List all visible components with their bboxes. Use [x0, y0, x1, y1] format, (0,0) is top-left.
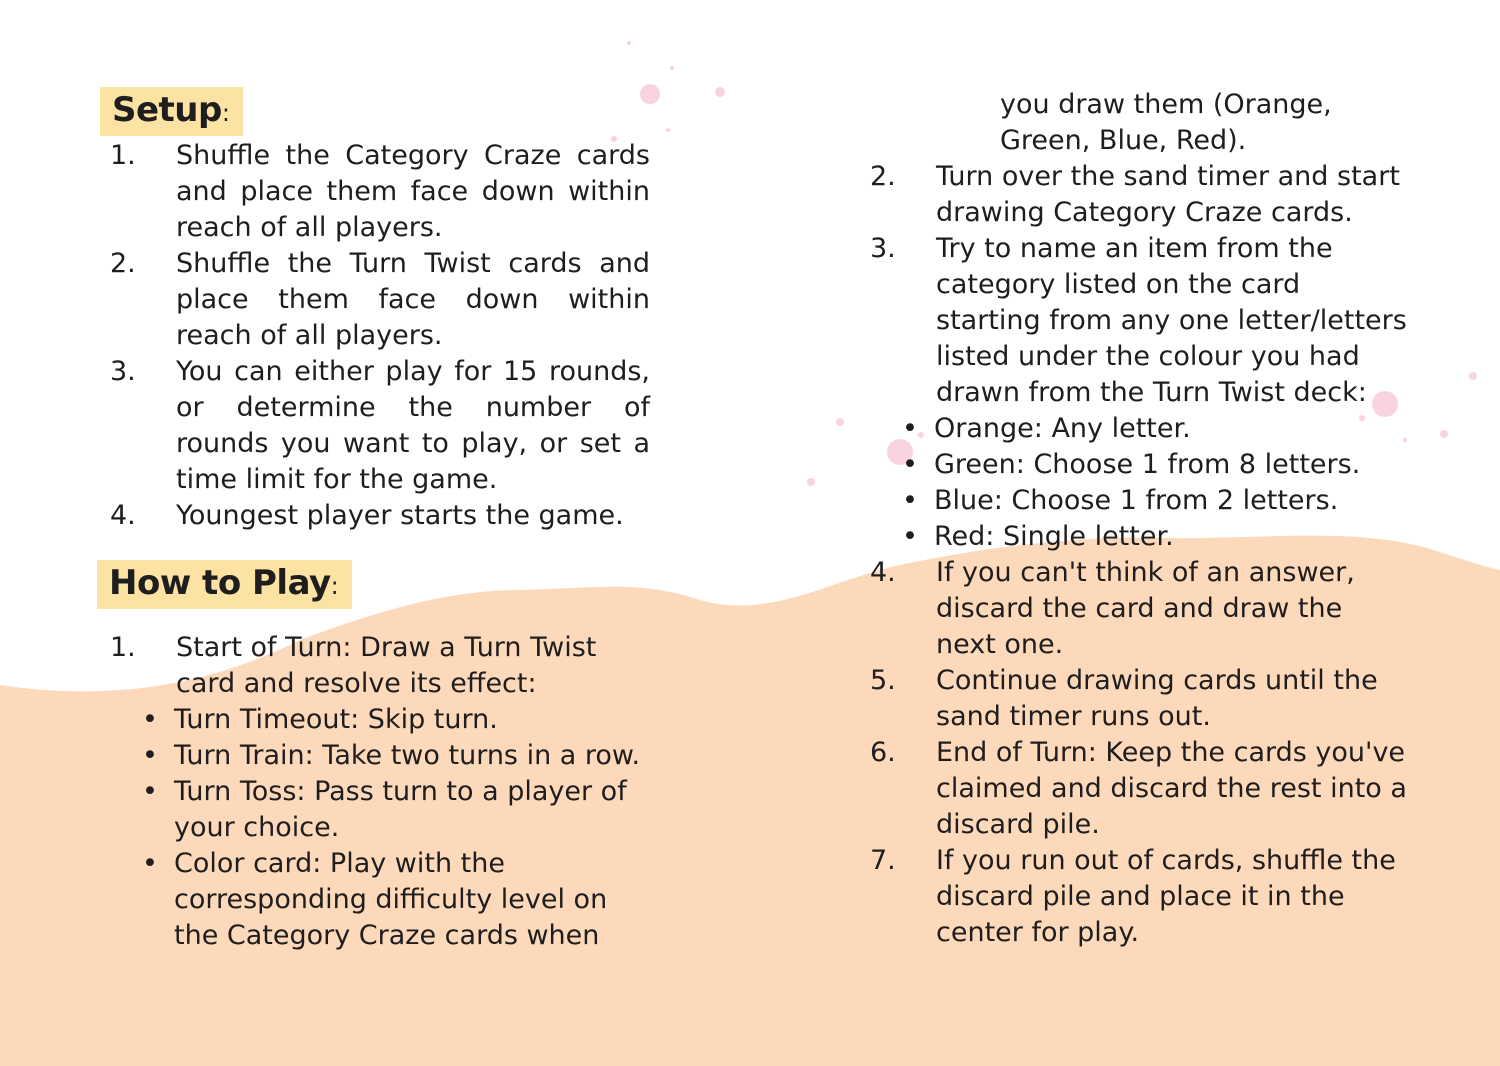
step-text: Shuffle the Category Craze cards and place them face down within reach of all players. [176, 140, 650, 243]
play-step [110, 630, 650, 702]
turn-twist-bullet [142, 738, 650, 774]
setup-step [110, 498, 650, 534]
bullet-dot: • [142, 848, 158, 879]
right-column [870, 87, 1410, 951]
bullet-dot: • [142, 740, 158, 771]
step-text: Turn over the sand timer and start drawing Category Craze cards. [936, 161, 1400, 228]
play-step [870, 159, 1410, 231]
how-to-play-steps-left [110, 630, 650, 954]
step-number: 4. [870, 557, 896, 588]
step-number: 3. [870, 233, 896, 264]
play-step [870, 555, 1410, 663]
step-number: 2. [110, 248, 136, 279]
bullet-text: Orange: Any letter. [934, 413, 1191, 444]
step-text: Continue drawing cards until the sand timer runs out. [936, 665, 1378, 732]
bullet-dot: • [902, 485, 918, 516]
bullet-text: Blue: Choose 1 from 2 letters. [934, 485, 1339, 516]
play-step [870, 735, 1410, 843]
color-rule-bullet [902, 411, 1410, 447]
how-to-play-colon: : [330, 572, 339, 600]
turn-twist-bullet [142, 846, 650, 954]
step-text: Start of Turn: Draw a Turn Twist card and resolve its effect: [176, 632, 597, 699]
turn-twist-bullet [142, 774, 650, 846]
step-text: Try to name an item from the category listed on the card starting from any one letter/letters listed under the colour you had drawn from the Turn Twist deck: [936, 233, 1407, 408]
step-number: 4. [110, 500, 136, 531]
step-number: 6. [870, 737, 896, 768]
step-text: End of Turn: Keep the cards you've claimed and discard the rest into a discard pile. [936, 737, 1407, 840]
bullet-dot: • [142, 776, 158, 807]
setup-colon: : [221, 99, 230, 127]
play-step [870, 663, 1410, 735]
step-text: You can either play for 15 rounds, or determine the number of rounds you want to play, or set a time limit for the game. [176, 356, 650, 495]
step-text: Youngest player starts the game. [176, 500, 624, 531]
step-text: If you can't think of an answer, discard the card and draw the next one. [936, 557, 1355, 660]
bullet-text: Red: Single letter. [934, 521, 1174, 552]
bullet-text: Turn Train: Take two turns in a row. [174, 740, 641, 771]
step-number: 1. [110, 140, 136, 171]
setup-step [110, 354, 650, 498]
setup-steps [110, 138, 650, 534]
play-step [870, 231, 1410, 411]
setup-step [110, 246, 650, 354]
step-number: 1. [110, 632, 136, 663]
bullet-dot: • [902, 449, 918, 480]
step-number: 3. [110, 356, 136, 387]
color-rule-bullet [902, 519, 1410, 555]
bullet-dot: • [902, 521, 918, 552]
step-number: 7. [870, 845, 896, 876]
setup-heading [100, 87, 243, 136]
bullet-dot: • [142, 704, 158, 735]
setup-step [110, 138, 650, 246]
step-text: Shuffle the Turn Twist cards and place them face down within reach of all players. [176, 248, 650, 351]
color-card-continuation: you draw them (Orange, Green, Blue, Red). [1000, 89, 1332, 156]
step-number: 5. [870, 665, 896, 696]
turn-twist-bullet [142, 702, 650, 738]
bullet-text: Turn Timeout: Skip turn. [174, 704, 498, 735]
step-text: If you run out of cards, shuffle the discard pile and place it in the center for play. [936, 845, 1396, 948]
left-column [110, 138, 650, 954]
setup-title: Setup [112, 90, 222, 130]
bullet-dot: • [902, 413, 918, 444]
play-step [870, 843, 1410, 951]
color-rule-bullet [902, 447, 1410, 483]
how-to-play-title: How to Play [109, 563, 331, 603]
bullet-text: Turn Toss: Pass turn to a player of your choice. [174, 776, 627, 843]
bullet-text: Green: Choose 1 from 8 letters. [934, 449, 1361, 480]
step-number: 2. [870, 161, 896, 192]
bullet-text: Color card: Play with the corresponding difficulty level on the Category Craze cards when [174, 848, 608, 951]
color-rule-bullet [902, 483, 1410, 519]
